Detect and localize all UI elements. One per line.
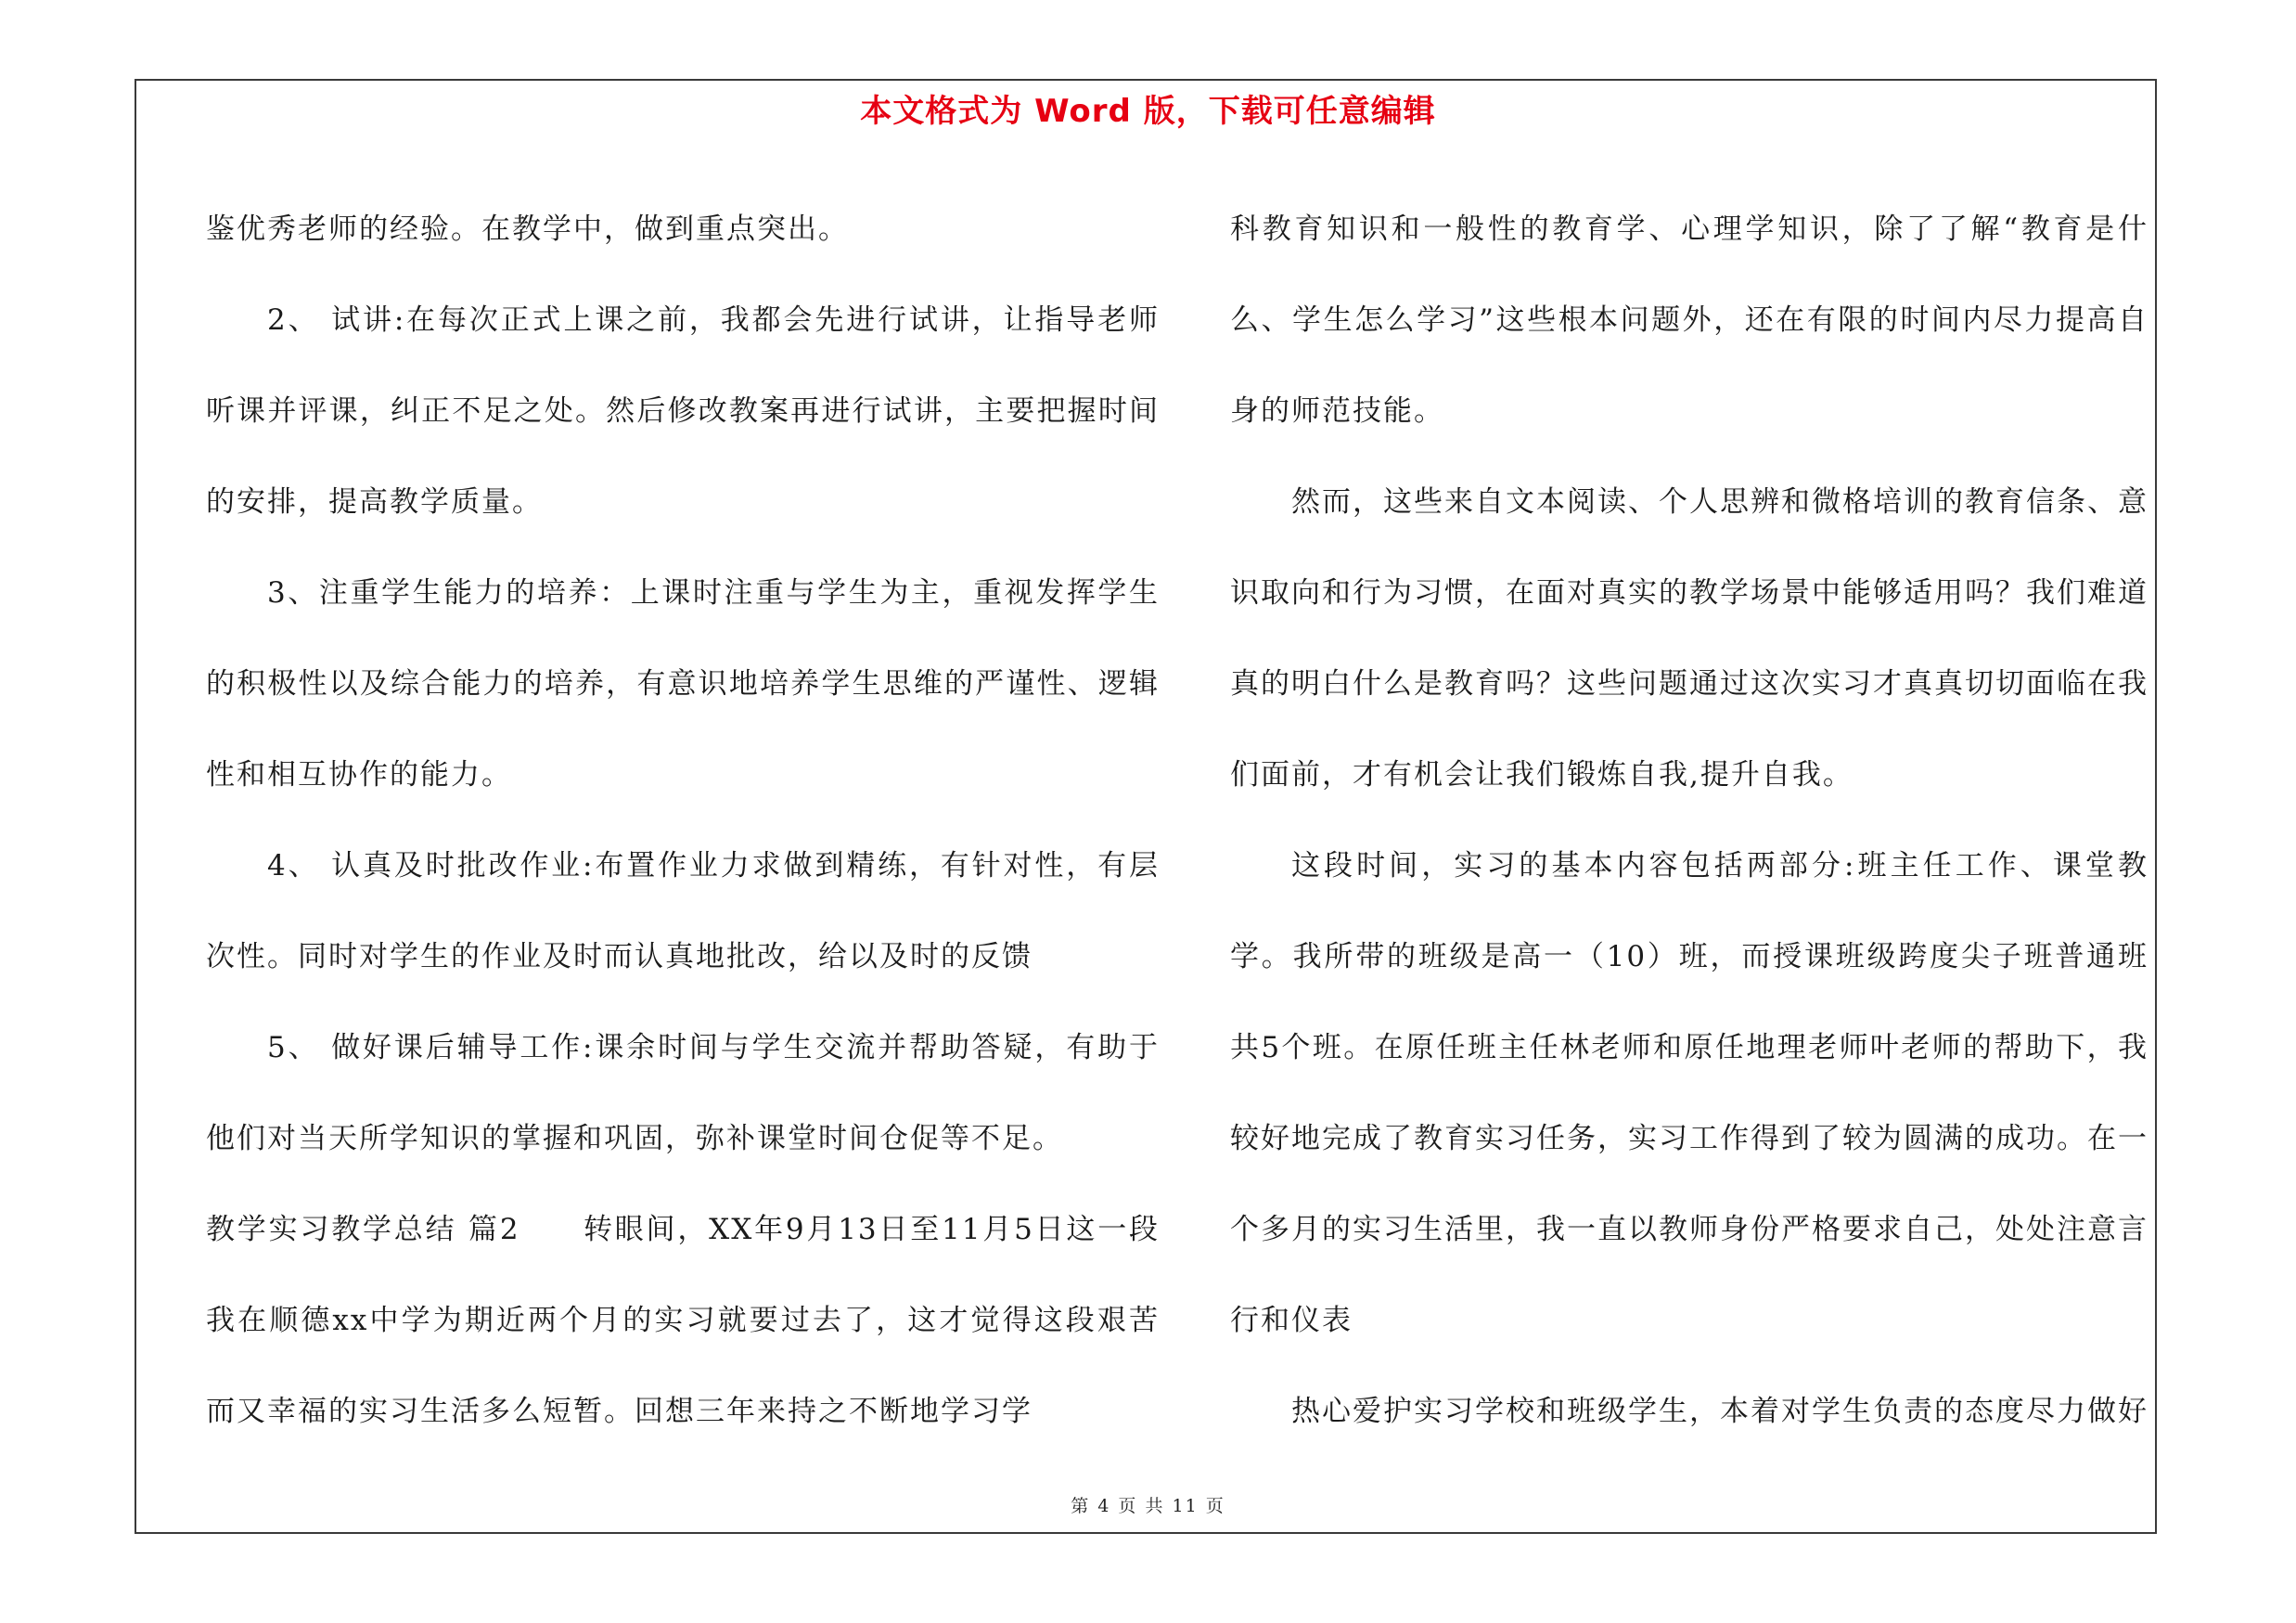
paragraph: 热心爱护实习学校和班级学生，本着对学生负责的态度尽力做好 [1291,1395,2148,1428]
paragraph: 然而，这些来自文本阅读、个人思辨和微格培训的教育信条、意识取向和行为习惯，在面对真实的教学场景中能够适用吗？我们难道真的明白什么是教育吗？这些问题通过这次实习才真真切切面临在我们面前，才有机会让我们锻炼自我,提升自我。 [1230,485,2148,792]
paragraph: 鉴优秀老师的经验。在教学中，做到重点突出。 [206,213,849,246]
paragraph: 2、 试讲:在每次正式上课之前，我都会先进行试讲，让指导老师听课并评课，纠正不足之处。然后修改教案再进行试讲，主要把握时间的安排，提高教学质量。 [206,303,1160,519]
page-number-footer: 第 4 页 共 11 页 [1071,1496,1225,1516]
format-notice-banner: 本文格式为 Word 版，下载可任意编辑 [860,93,1436,130]
right-text-column [1230,184,2148,1457]
paragraph: 这段时间，实习的基本内容包括两部分:班主任工作、课堂教学。我所带的班级是高一（10）班，而授课班级跨度尖子班普通班共5个班。在原任班主任林老师和原任地理老师叶老师的帮助下，我较好地完成了教育实习任务，实习工作得到了较为圆满的成功。在一个多月的实习生活里，我一直以教师身份严格要求自己，处处注意言行和仪表 [1230,849,2148,1337]
paragraph: 教学实习教学总结 篇2 转眼间，XX年9月13日至11月5日这一段我在顺德xx中学为期近两个月的实习就要过去了，这才觉得这段艰苦而又幸福的实习生活多么短暂。回想三年来持之不断地学习学 [206,1213,1160,1428]
paragraph: 3、注重学生能力的培养：上课时注重与学生为主，重视发挥学生的积极性以及综合能力的培养，有意识地培养学生思维的严谨性、逻辑性和相互协作的能力。 [206,576,1160,792]
paragraph: 5、 做好课后辅导工作:课余时间与学生交流并帮助答疑，有助于他们对当天所学知识的掌握和巩固，弥补课堂时间仓促等不足。 [206,1031,1160,1155]
paragraph: 4、 认真及时批改作业:布置作业力求做到精练，有针对性，有层次性。同时对学生的作业及时而认真地批改，给以及时的反馈 [206,849,1160,973]
paragraph: 科教育知识和一般性的教育学、心理学知识，除了了解“教育是什么、学生怎么学习”这些根本问题外，还在有限的时间内尽力提高自身的师范技能。 [1230,213,2148,428]
left-text-column [206,184,1160,1457]
